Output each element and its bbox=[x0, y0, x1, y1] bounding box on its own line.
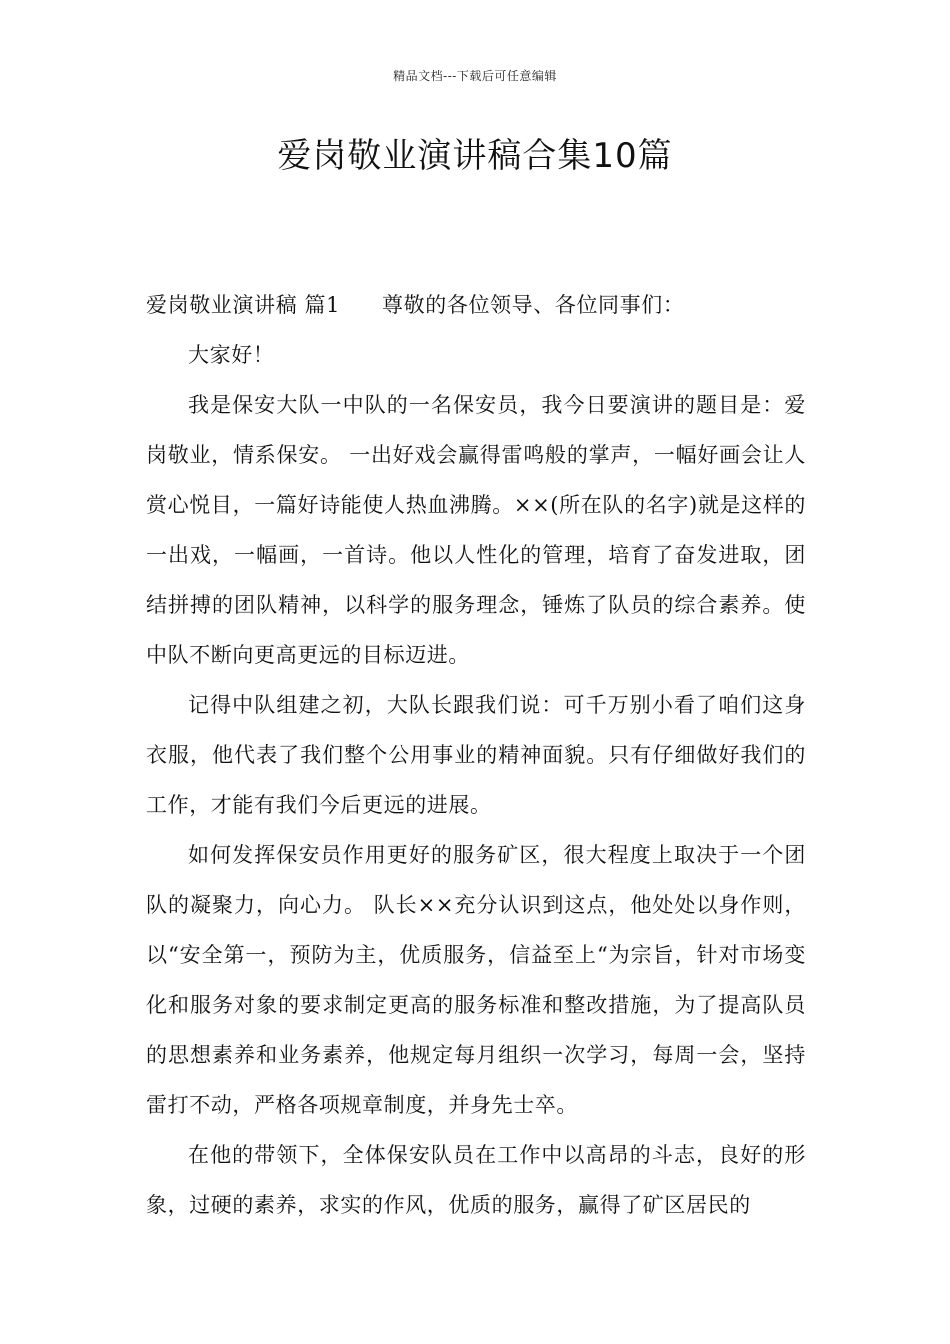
salutation: 尊敬的各位领导、各位同事们： bbox=[382, 293, 685, 317]
document-body bbox=[146, 280, 806, 1230]
paragraph: 我是保安大队一中队的一名保安员，我今日要演讲的题目是：爱岗敬业，情系保安。 一出好戏会赢得雷鸣般的掌声，一幅好画会让人赏心悦目，一篇好诗能使人热血沸腾。××(所在队的名字)就是这样的一出戏，一幅画，一首诗。他以人性化的管理，培育了奋发进取，团结拼搏的团队精神，以科学的服务理念，锤炼了队员的综合素养。使中队不断向更高更远的目标迈进。 bbox=[146, 393, 806, 667]
paragraph: 大家好！ bbox=[188, 343, 275, 367]
paragraph: 记得中队组建之初，大队长跟我们说：可千万别小看了咱们这身衣服，他代表了我们整个公用事业的精神面貌。只有仔细做好我们的工作，才能有我们今后更远的进展。 bbox=[146, 693, 806, 817]
section-label: 爱岗敬业演讲稿 篇1 bbox=[146, 293, 341, 317]
paragraph: 如何发挥保安员作用更好的服务矿区，很大程度上取决于一个团队的凝聚力，向心力。 队长××充分认识到这点，他处处以身作则，以“安全第一，预防为主，优质服务，信益至上“为宗旨，针对市场变化和服务对象的要求制定更高的服务标准和整改措施，为了提高队员的思想素养和业务素养，他规定每月组织一次学习，每周一会，坚持雷打不动，严格各项规章制度，并身先士卒。 bbox=[146, 843, 806, 1117]
paragraph: 在他的带领下，全体保安队员在工作中以高昂的斗志，良好的形象，过硬的素养，求实的作风，优质的服务，赢得了矿区居民的 bbox=[146, 1143, 806, 1217]
section-heading-line bbox=[146, 280, 806, 330]
document-title: 爱岗敬业演讲稿合集10篇 bbox=[277, 136, 673, 176]
page-header: 精品文档---下载后可任意编辑 bbox=[393, 69, 557, 83]
